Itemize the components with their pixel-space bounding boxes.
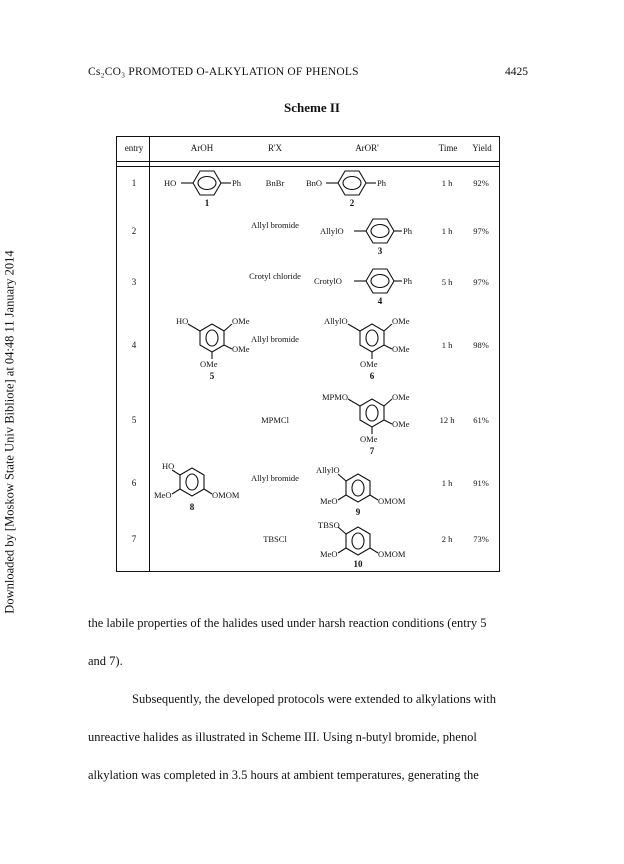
header-aroh: ArOH xyxy=(190,143,214,153)
hydroxyl-label: HO xyxy=(176,316,189,326)
methoxy-label: OMe xyxy=(360,434,378,444)
mpm-oxy-label: MPMO xyxy=(322,392,348,402)
structure-9 xyxy=(338,474,378,502)
reagent: TBSCl xyxy=(263,534,287,544)
allyloxy-label: AllylO xyxy=(316,465,340,475)
reagent: Allyl bromide xyxy=(251,473,299,483)
reagent: Allyl bromide xyxy=(251,220,299,230)
methoxy-label: OMe xyxy=(232,344,250,354)
methoxy-label: OMe xyxy=(392,419,410,429)
running-header-title: Cs₂CO₃ PROMOTED O-ALKYLATION OF PHENOLS xyxy=(88,66,359,78)
header-aror: ArOR' xyxy=(355,143,379,153)
methoxy-label: OMe xyxy=(392,392,410,402)
header-rx: R'X xyxy=(267,143,283,153)
reagent: MPMCl xyxy=(261,415,289,425)
methoxy-label: OMe xyxy=(392,316,410,326)
entry-number: 2 xyxy=(131,226,137,236)
phenyl-label: Ph xyxy=(232,178,241,188)
reaction-time: 1 h xyxy=(441,178,453,188)
methoxy-label: MeO xyxy=(154,490,172,500)
reaction-yield: 92% xyxy=(473,178,489,188)
reagent: Crotyl chloride xyxy=(249,271,301,281)
header-time: Time xyxy=(438,143,458,153)
reaction-yield: 73% xyxy=(473,534,489,544)
methoxy-label: OMe xyxy=(200,359,218,369)
reaction-yield: 97% xyxy=(473,277,489,287)
entry-number: 3 xyxy=(131,277,137,287)
reaction-yield: 91% xyxy=(473,478,489,488)
page-number: 4425 xyxy=(505,66,528,78)
body-line: alkylation was completed in 3.5 hours at ambient temperatures, generating the xyxy=(88,768,479,782)
crotyloxy-label: CrotylO xyxy=(314,276,342,286)
reaction-time: 1 h xyxy=(441,340,453,350)
body-line: Subsequently, the developed protocols were extended to alkylations with xyxy=(132,692,497,706)
compound-number: 10 xyxy=(353,559,363,569)
entry-number: 6 xyxy=(131,478,137,488)
reaction-time: 5 h xyxy=(441,277,453,287)
body-line: and 7). xyxy=(88,654,123,668)
structure-3 xyxy=(354,219,402,243)
reaction-time: 1 h xyxy=(441,226,453,236)
header-yield: Yield xyxy=(472,143,492,153)
compound-number: 1 xyxy=(204,198,210,208)
entry-number: 7 xyxy=(131,534,137,544)
structure-2 xyxy=(326,171,376,195)
reaction-yield: 98% xyxy=(473,340,489,350)
benzyloxy-label: BnO xyxy=(306,178,323,188)
compound-number: 3 xyxy=(377,246,383,256)
reaction-yield: 61% xyxy=(473,415,489,425)
methoxy-label: OMe xyxy=(232,316,250,326)
reaction-yield: 97% xyxy=(473,226,489,236)
body-line: the labile properties of the halides used under harsh reaction conditions (entry 5 xyxy=(88,616,487,630)
scheme-title: Scheme II xyxy=(284,100,340,115)
mom-oxy-label: OMOM xyxy=(212,490,240,500)
reagent: BnBr xyxy=(265,178,285,188)
reaction-time: 1 h xyxy=(441,478,453,488)
entry-number: 4 xyxy=(131,340,137,350)
phenyl-label: Ph xyxy=(403,276,412,286)
header-entry: entry xyxy=(124,143,144,153)
reagent: Allyl bromide xyxy=(251,334,299,344)
structure-1 xyxy=(181,171,231,195)
structure-10 xyxy=(338,527,378,555)
methoxy-label: MeO xyxy=(320,549,338,559)
download-note-text: Downloaded by [Moskow State Univ Bibliote] at 04:48 11 January 2014 xyxy=(2,250,17,614)
phenyl-label: Ph xyxy=(377,178,386,188)
reaction-time: 2 h xyxy=(441,534,453,544)
compound-number: 9 xyxy=(355,507,361,517)
methoxy-label: MeO xyxy=(320,496,338,506)
entry-number: 1 xyxy=(131,178,137,188)
structure-8 xyxy=(172,468,212,496)
phenyl-label: Ph xyxy=(403,226,412,236)
reaction-time: 12 h xyxy=(439,415,455,425)
methoxy-label: OMe xyxy=(392,344,410,354)
compound-number: 8 xyxy=(189,502,195,512)
compound-number: 2 xyxy=(349,198,355,208)
methoxy-label: OMe xyxy=(360,359,378,369)
hydroxyl-label: HO xyxy=(164,178,177,188)
allyloxy-label: AllylO xyxy=(324,316,348,326)
hydroxyl-label: HO xyxy=(162,461,175,471)
structure-4 xyxy=(354,269,402,293)
body-line: unreactive halides as illustrated in Scheme III. Using n-butyl bromide, phenol xyxy=(88,730,477,744)
compound-number: 6 xyxy=(369,371,375,381)
entry-number: 5 xyxy=(131,415,137,425)
structure-6 xyxy=(348,324,392,359)
mom-oxy-label: OMOM xyxy=(378,496,406,506)
mom-oxy-label: OMOM xyxy=(378,549,406,559)
compound-number: 5 xyxy=(209,371,215,381)
allyloxy-label: AllylO xyxy=(320,226,344,236)
structure-5 xyxy=(188,324,232,359)
compound-number: 4 xyxy=(377,296,383,306)
tbs-oxy-label: TBSO xyxy=(318,520,340,530)
compound-number: 7 xyxy=(369,446,375,456)
structure-7 xyxy=(348,399,392,434)
